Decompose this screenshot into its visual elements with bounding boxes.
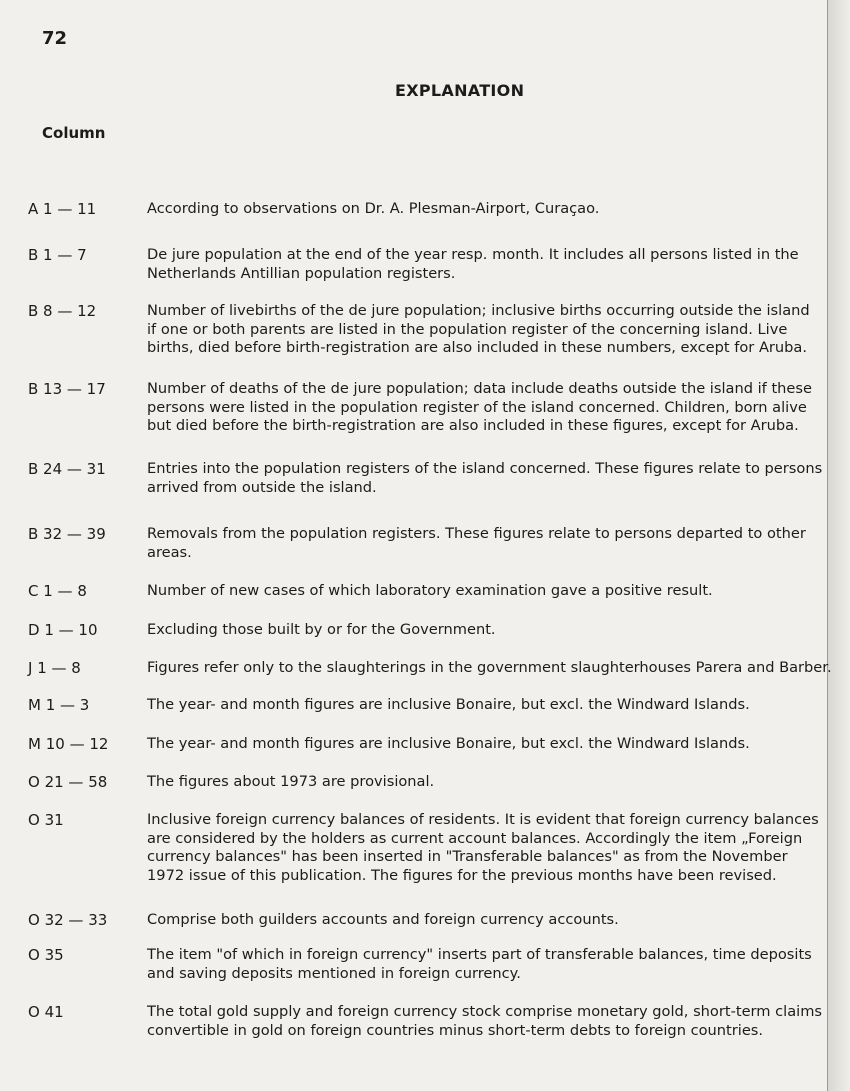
entry-code: A 1 — 11 [28,200,97,218]
entry-code: B 13 — 17 [28,380,106,398]
entry-code: O 21 — 58 [28,773,108,791]
entry-text: Entries into the population registers of the island concerned. These figures relate to persons arrived from outside the island. [147,460,823,496]
entry-code: D 1 — 10 [28,621,98,639]
entry-code: B 24 — 31 [28,460,106,478]
page-title: EXPLANATION [395,81,525,100]
entry-code: B 32 — 39 [28,525,106,543]
entry-code: J 1 — 8 [28,659,81,677]
entry-text: Inclusive foreign currency balances of residents. It is evident that foreign currency balances are considered by the holders as current account balances. Accordingly the item „Foreign currency balances" has been inserted in "Transferable balances" as from the November 1972 issue of this publication. The figures for the previous months have been revised. [147,811,819,884]
entry-text: Number of livebirths of the de jure population; inclusive births occurring outside the island if one or both parents are listed in the population register of the concerning island. Live births, died before birth-registration are also included in these numbers, except for Aruba. [147,302,810,356]
entry-code: O 31 [28,811,64,829]
entry-code: C 1 — 8 [28,582,87,600]
entry-text: Excluding those built by or for the Government. [147,621,496,638]
entry-code: O 32 — 33 [28,911,108,929]
entry-code: M 10 — 12 [28,735,109,753]
entry-text: The total gold supply and foreign currency stock comprise monetary gold, short-term claims convertible in gold on foreign countries minus short-term debts to foreign countries. [147,1003,823,1039]
entry-text: The figures about 1973 are provisional. [147,773,435,790]
entry-text: The year- and month figures are inclusive Bonaire, but excl. the Windward Islands. [147,696,750,713]
entry-text: Comprise both guilders accounts and foreign currency accounts. [147,911,619,928]
entry-code: B 8 — 12 [28,302,97,320]
entry-code: O 41 [28,1003,64,1021]
column-label: Column [42,124,106,142]
entry-text: Removals from the population registers. These figures relate to persons departed to other areas. [147,525,806,561]
entry-text: Number of new cases of which laboratory examination gave a positive result. [147,582,713,599]
entry-code: M 1 — 3 [28,696,90,714]
entry-code: B 1 — 7 [28,246,87,264]
entry-code: O 35 [28,946,64,964]
entry-text: According to observations on Dr. A. Plesman-Airport, Curaçao. [147,200,600,217]
entry-text: Number of deaths of the de jure population; data include deaths outside the island if these persons were listed in the population register of the island concerned. Children, born alive but died before the birth-registration are also included in these figures, except for Aruba. [147,380,812,434]
page-number: 72 [42,28,68,49]
entry-text: The item "of which in foreign currency" inserts part of transferable balances, time deposits and saving deposits mentioned in foreign currency. [147,946,812,982]
entry-text: De jure population at the end of the year resp. month. It includes all persons listed in the Netherlands Antillian population registers. [147,246,799,282]
entry-text: The year- and month figures are inclusive Bonaire, but excl. the Windward Islands. [147,735,750,752]
entry-text: Figures refer only to the slaughterings in the government slaughterhouses Parera and Barber. [147,659,832,676]
